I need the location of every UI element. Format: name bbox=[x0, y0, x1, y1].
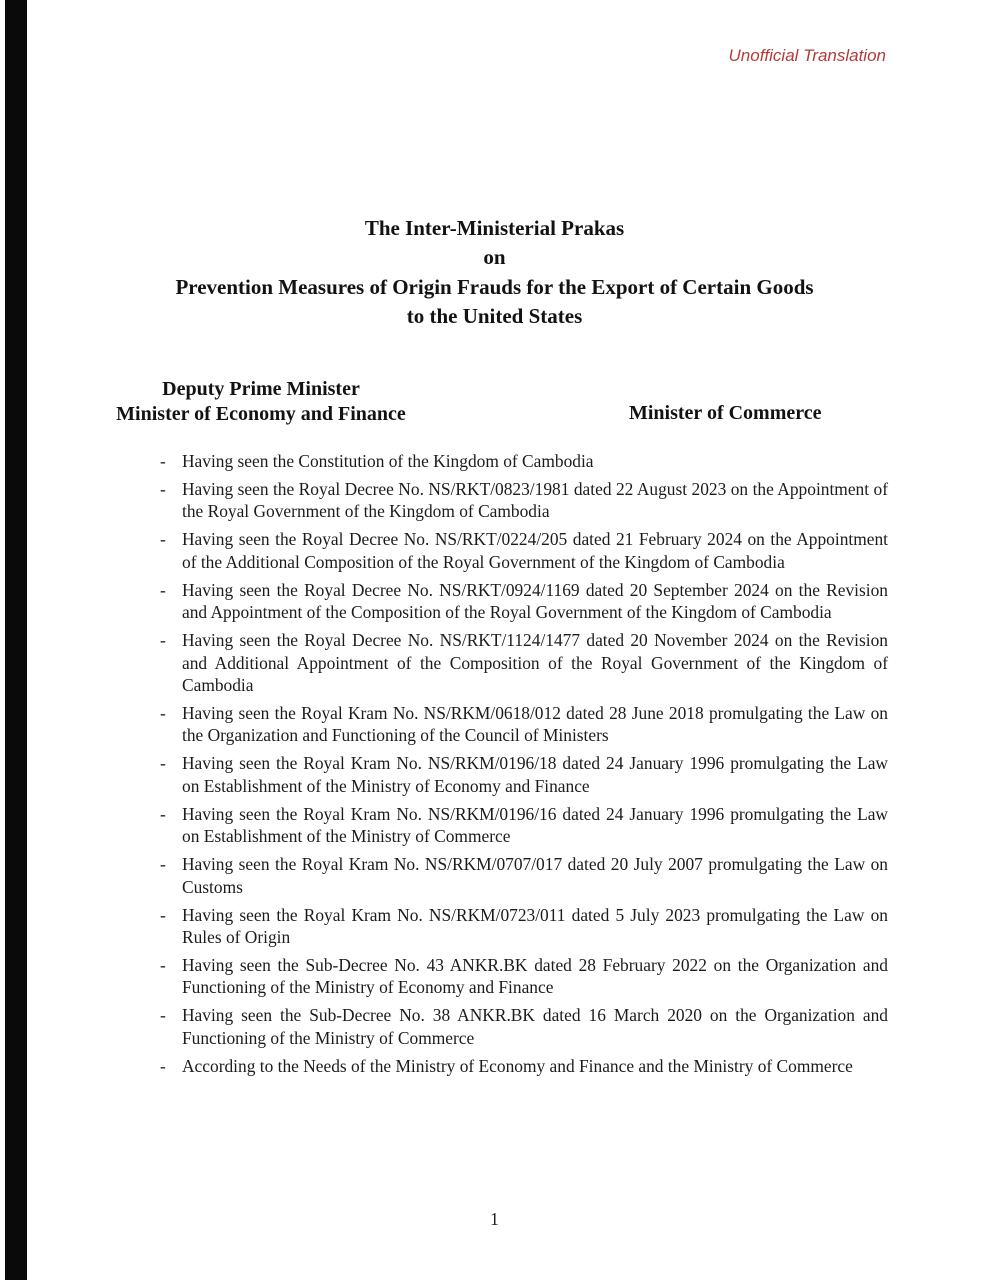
preamble-item-6 bbox=[160, 702, 888, 747]
bullet-dash: - bbox=[160, 579, 166, 600]
bullet-dash: - bbox=[160, 529, 166, 550]
signatory-right: Minister of Commerce bbox=[629, 402, 822, 424]
preamble-item-8 bbox=[160, 803, 888, 848]
preamble-item-text: Having seen the Sub-Decree No. 43 ANKR.BK dated 28 February 2022 on the Organization and Functioning of the Ministry of Economy and Finance bbox=[182, 955, 888, 998]
preamble-item-text: Having seen the Royal Kram No. NS/RKM/0723/011 dated 5 July 2023 promulgating the Law on Rules of Origin bbox=[182, 904, 888, 948]
document-title bbox=[80, 214, 909, 332]
bullet-dash: - bbox=[160, 854, 166, 875]
bullet-dash: - bbox=[160, 703, 166, 724]
unofficial-translation-note: Unofficial Translation bbox=[728, 46, 886, 65]
signatory-left-title-1: Deputy Prime Minister bbox=[162, 378, 360, 400]
signatory-left-title-2: Minister of Economy and Finance bbox=[116, 402, 406, 425]
preamble-item-2 bbox=[160, 478, 888, 523]
title-line-2: on bbox=[483, 245, 506, 270]
preamble-item-text: Having seen the Royal Kram No. NS/RKM/0196/16 dated 24 January 1996 promulgating the Law on Establishment of the Ministry of Commerce bbox=[182, 803, 888, 847]
preamble-item-13 bbox=[160, 1055, 888, 1077]
bullet-dash: - bbox=[160, 451, 166, 471]
preamble-item-text: Having seen the Royal Kram No. NS/RKM/0707/017 dated 20 July 2007 promulgating the Law on Customs bbox=[182, 854, 888, 897]
preamble-item-text: Having seen the Royal Decree No. NS/RKT/1124/1477 dated 20 November 2024 on the Revision and Additional Appointment of the Composition of the Royal Government of the Kingdom of Cambodia bbox=[182, 630, 888, 696]
preamble-item-text: Having seen the Royal Decree No. NS/RKT/0924/1169 dated 20 September 2024 on the Revision and Appointment of the Composition of the Royal Government of the Kingdom of Cambodia bbox=[182, 579, 888, 623]
bullet-dash: - bbox=[160, 955, 166, 976]
bullet-dash: - bbox=[160, 1005, 166, 1026]
preamble-item-11 bbox=[160, 954, 888, 999]
preamble-item-text: Having seen the Sub-Decree No. 38 ANKR.BK dated 16 March 2020 on the Organization and Functioning of the Ministry of Commerce bbox=[182, 1005, 888, 1048]
title-line-1: The Inter-Ministerial Prakas bbox=[364, 216, 625, 240]
signatory-left bbox=[100, 377, 422, 426]
preamble-item-text: Having seen the Royal Kram No. NS/RKM/0618/012 dated 28 June 2018 promulgating the Law on the Organization and Functioning of the Council of Ministers bbox=[182, 703, 888, 746]
preamble-item-5 bbox=[160, 629, 888, 696]
bullet-dash: - bbox=[160, 479, 166, 499]
preamble-item-4 bbox=[160, 579, 888, 624]
scan-edge-bar bbox=[5, 0, 27, 1280]
preamble-item-12 bbox=[160, 1004, 888, 1049]
preamble-item-text: According to the Needs of the Ministry of Economy and Finance and the Ministry of Commerce bbox=[182, 1055, 853, 1076]
page-number: 1 bbox=[490, 1209, 499, 1229]
preamble-item-10 bbox=[160, 904, 888, 949]
preamble-list bbox=[160, 450, 888, 1083]
preamble-item-3 bbox=[160, 528, 888, 573]
bullet-dash: - bbox=[160, 904, 166, 925]
title-line-3: Prevention Measures of Origin Frauds for the Export of Certain Goods bbox=[175, 274, 814, 299]
bullet-dash: - bbox=[160, 630, 166, 651]
bullet-dash: - bbox=[160, 803, 166, 824]
preamble-item-text: Having seen the Royal Decree No. NS/RKT/0224/205 dated 21 February 2024 on the Appointment of the Additional Composition of the Royal Government of the Kingdom of Cambodia bbox=[182, 529, 888, 572]
bullet-dash: - bbox=[160, 1055, 166, 1076]
preamble-item-text: Having seen the Constitution of the Kingdom of Cambodia bbox=[182, 451, 594, 471]
preamble-item-9 bbox=[160, 853, 888, 898]
preamble-item-7 bbox=[160, 752, 888, 797]
preamble-item-text: Having seen the Royal Decree No. NS/RKT/0823/1981 dated 22 August 2023 on the Appointment of the Royal Government of the Kingdom of Cambodia bbox=[182, 479, 888, 522]
title-line-4: to the United States bbox=[406, 304, 583, 329]
preamble-item-text: Having seen the Royal Kram No. NS/RKM/0196/18 dated 24 January 1996 promulgating the Law on Establishment of the Ministry of Economy and Finance bbox=[182, 753, 888, 796]
preamble-item-1 bbox=[160, 450, 888, 472]
bullet-dash: - bbox=[160, 753, 166, 774]
